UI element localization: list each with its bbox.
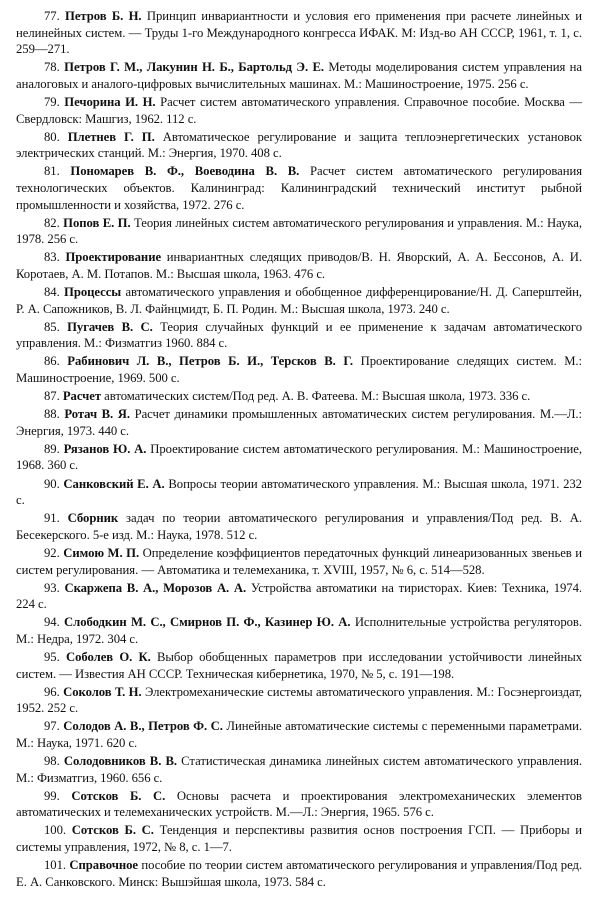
reference-number: 95. [44, 649, 60, 664]
reference-entry [16, 353, 582, 386]
reference-authors: Слободкин М. С., Смирнов П. Ф., Казинер Ю. А. [64, 615, 351, 630]
reference-entry [16, 753, 582, 786]
reference-authors: Скаржепа В. А., Морозов А. А. [64, 580, 247, 595]
reference-text: Теория случайных функций и ее применение к задачам автоматического управления. М.: Физматгиз 1960. 884 с. [16, 319, 582, 351]
reference-authors: Солодовников В. В. [63, 754, 178, 769]
reference-authors: Расчет [62, 389, 102, 404]
reference-entry [16, 215, 582, 248]
reference-number: 78. [44, 60, 60, 75]
reference-number: 93. [44, 580, 60, 595]
reference-authors: Попов Е. П. [63, 215, 131, 230]
reference-authors: Соколов Т. Н. [63, 684, 142, 699]
reference-number: 91. [44, 511, 60, 526]
reference-entry [16, 545, 582, 578]
reference-number: 84. [44, 285, 60, 299]
reference-text: пособие по теории систем автоматического регулирования и управления/Под ред. Е. А. Санковского. Минск: Вышэйшая школа, 1973. 584 с. [16, 858, 583, 889]
reference-text: Расчет систем автоматического управления. Справочное пособие. Москва — Свердловск: Машгиз, 1962. 112 с. [16, 94, 583, 126]
reference-entry [16, 129, 582, 162]
reference-authors: Сотсков Б. С. [71, 788, 166, 803]
reference-number: 100. [44, 823, 67, 838]
reference-entry [16, 163, 582, 213]
reference-authors: Пономарев В. Ф., Воеводина В. В. [70, 164, 300, 179]
reference-entry [16, 249, 582, 282]
reference-text: Расчет систем автоматического регулирования технологических объектов. Калининград: Калининградский технический институт рыбной промышленности и хозяйства, 1972. 276 с. [16, 164, 583, 212]
reference-entry [16, 684, 582, 717]
reference-entry [16, 284, 582, 317]
reference-text: Линейные автоматические системы с переменными параметрами. М.: Наука, 1971. 620 с. [16, 719, 582, 750]
reference-authors: Проектирование [65, 250, 162, 265]
reference-entry [16, 857, 582, 890]
reference-number: 101. [44, 858, 67, 873]
reference-number: 81. [44, 164, 60, 179]
reference-text: Автоматическое регулирование и защита теплоэнергетических установок электрических станций. М.: Энергия, 1970. 408 с. [16, 129, 582, 161]
reference-text: Расчет динамики промышленных автоматических систем регулирования. М.—Л.: Энергия, 1973. 440 с. [16, 407, 582, 438]
reference-authors: Рязанов Ю. А. [63, 441, 147, 456]
reference-entry [16, 614, 582, 647]
reference-entry [16, 59, 582, 92]
reference-text: автоматического управления и обобщенное дифференцирование/Н. Д. Саперштейн, Р. А. Сапожников, В. Л. Файнцмидт, Б. П. Родин. М.: Высшая школа, 1973. 240 с. [16, 285, 582, 316]
reference-text: Тенденция и перспективы развития основ построения ГСП. — Приборы и системы управления, 1972, № 8, с. 1—7. [16, 823, 583, 854]
reference-authors: Справочное [69, 858, 139, 873]
reference-entry [16, 388, 582, 405]
reference-authors: Симою М. П. [63, 545, 140, 560]
reference-authors: Пугачев В. С. [67, 319, 153, 334]
reference-number: 98. [44, 754, 60, 769]
reference-number: 99. [44, 788, 60, 803]
reference-entry [16, 94, 582, 127]
reference-authors: Санковский Е. А. [63, 476, 165, 491]
reference-authors: Процессы [64, 285, 122, 299]
reference-authors: Сборник [67, 511, 119, 526]
reference-authors: Рабинович Л. В., Петров Б. И., Терсков В. Г. [67, 354, 354, 369]
reference-authors: Солодов А. В., Петров Ф. С. [63, 719, 223, 734]
reference-number: 83. [44, 250, 60, 265]
reference-entry [16, 510, 582, 543]
reference-number: 80. [44, 129, 60, 144]
reference-authors: Плетнев Г. П. [67, 129, 155, 144]
reference-number: 82. [44, 215, 60, 230]
reference-number: 79. [44, 94, 60, 109]
reference-entry [16, 580, 582, 613]
reference-number: 90. [44, 476, 60, 491]
reference-number: 94. [44, 615, 60, 630]
reference-text: Выбор обобщенных параметров при исследовании устойчивости линейных систем. — Известия АН СССР. Техническая кибернетика, 1970, № 5, с. 191—198. [16, 649, 583, 681]
reference-authors: Петров Г. М., Лакунин Н. Б., Бартольд Э. Е. [64, 60, 325, 75]
reference-text: Устройства автоматики на тиристорах. Киев: Техника, 1974. 224 с. [16, 580, 583, 612]
reference-entry [16, 649, 582, 682]
reference-number: 97. [44, 719, 60, 734]
reference-number: 88. [44, 407, 60, 422]
reference-entry [16, 788, 582, 821]
reference-authors: Печорина И. Н. [64, 94, 156, 109]
reference-text: Исполнительные устройства регуляторов. М.: Недра, 1972. 304 с. [16, 615, 582, 646]
reference-list [16, 8, 582, 890]
reference-text: Принцип инвариантности и условия его применения при расчете линейных и нелинейных систем. — Труды 1-го Международного конгресса ИФАК. М: Изд-во АН СССР, 1961, т. 1, с. 259—271. [16, 9, 582, 57]
reference-number: 87. [44, 389, 60, 404]
reference-entry [16, 8, 582, 58]
reference-entry [16, 822, 582, 855]
reference-number: 89. [44, 441, 60, 456]
reference-authors: Петров Б. Н. [65, 9, 142, 23]
reference-text: Теория линейных систем автоматического регулирования и управления. М.: Наука, 1978. 256 с. [16, 215, 583, 247]
reference-number: 96. [44, 684, 60, 699]
reference-entry [16, 476, 582, 509]
reference-authors: Соболев О. К. [65, 649, 151, 664]
reference-number: 86. [44, 354, 60, 369]
reference-authors: Ротач В. Я. [64, 407, 130, 422]
reference-text: Определение коэффициентов передаточных функций линеаризованных звеньев и систем регулирования. — Автоматика и телемеханика, т. XVIII, 1957, № 6, с. 514—528. [16, 545, 583, 577]
reference-number: 85. [44, 319, 60, 334]
reference-text: Электромеханические системы автоматического управления. М.: Госэнергоиздат, 1952. 252 с. [16, 684, 582, 716]
reference-entry [16, 441, 582, 474]
reference-text: задач по теории автоматического регулирования и управления/Под ред. В. А. Бесекерского. 5-е изд. М.: Наука, 1978. 512 с. [16, 511, 582, 542]
reference-text: Проектирование систем автоматического регулирования. М.: Машиностроение, 1968. 360 с. [16, 441, 582, 473]
reference-entry [16, 319, 582, 352]
reference-authors: Сотсков Б. С. [71, 823, 154, 838]
reference-number: 77. [44, 9, 60, 23]
reference-text: Вопросы теории автоматического управления. М.: Высшая школа, 1971. 232 с. [16, 476, 582, 508]
reference-text: Основы расчета и проектирования электромеханических элементов автоматических и телемеханических устройств. М.—Л.: Энергия, 1965. 576 с. [16, 788, 582, 820]
reference-entry [16, 718, 582, 751]
reference-text: инвариантных следящих приводов/В. Н. Яворский, А. А. Бессонов, А. И. Коротаев, А. М. Потапов. М.: Высшая школа, 1963. 476 с. [16, 250, 582, 281]
reference-text: Методы моделирования систем управления на аналоговых и аналого-цифровых вычислительных машинах. М.: Машиностроение, 1975. 256 с. [16, 60, 583, 91]
reference-text: Проектирование следящих систем. М.: Машиностроение, 1969. 500 с. [16, 354, 583, 385]
reference-text: Статистическая динамика линейных систем автоматического управления. М.: Физматгиз, 1960. 656 с. [16, 754, 583, 785]
reference-entry [16, 406, 582, 439]
reference-text: автоматических систем/Под ред. А. В. Фатеева. М.: Высшая школа, 1973. 336 с. [104, 389, 531, 404]
reference-number: 92. [44, 545, 60, 560]
